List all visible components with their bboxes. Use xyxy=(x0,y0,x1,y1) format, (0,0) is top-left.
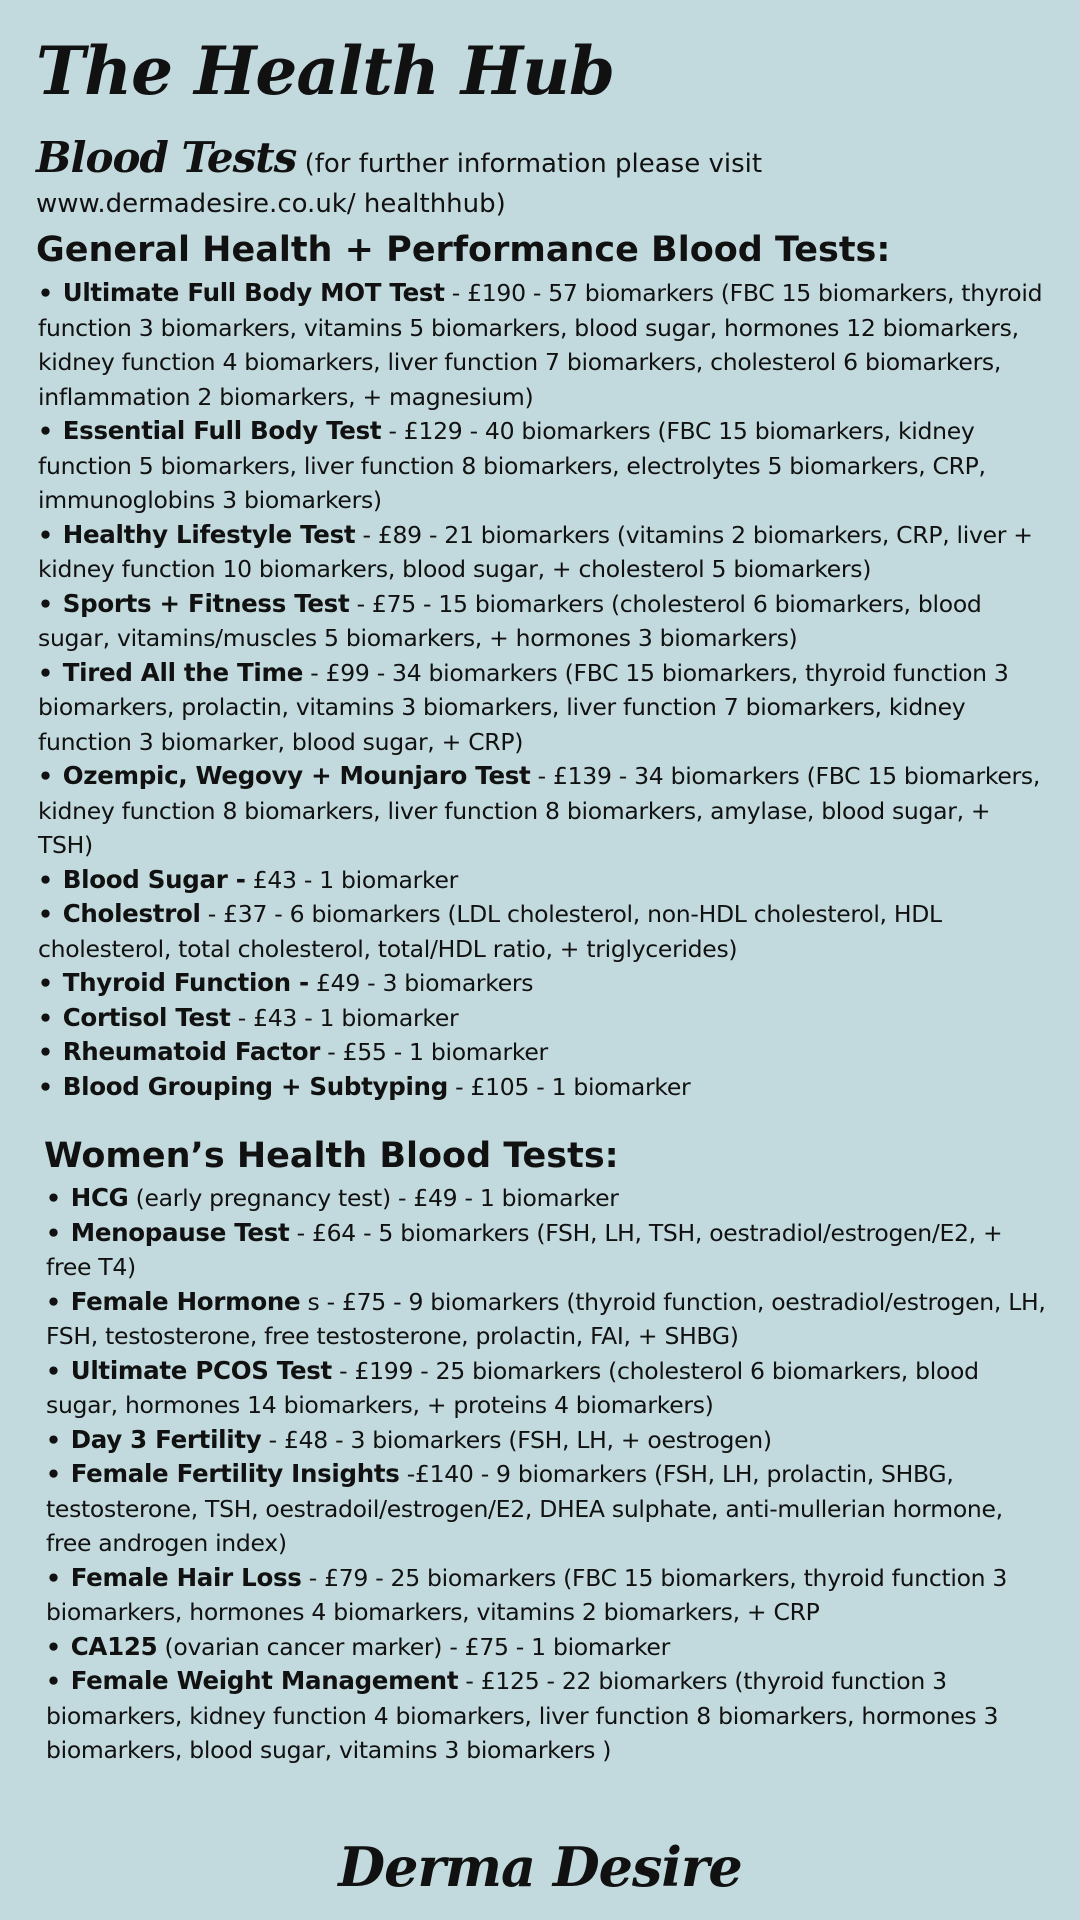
test-detail: (early pregnancy test) - £49 - 1 biomarker xyxy=(135,1184,619,1212)
test-name: Tired All the Time xyxy=(62,657,304,687)
test-item xyxy=(38,759,1043,863)
test-name: Menopause Test xyxy=(70,1217,290,1247)
test-item xyxy=(46,1630,1046,1665)
info-note: (for further information please visit www.dermadesire.co.uk/ healthhub) xyxy=(36,149,763,219)
test-detail: - £125 - 22 biomarkers (thyroid function 3 biomarkers, kidney function 4 biomarkers, liver function 8 biomarkers, hormones 3 biomarkers, blood sugar, vitamins 3 biomarkers ) xyxy=(46,1667,999,1764)
test-detail: £43 - 1 biomarker xyxy=(252,865,459,894)
test-item xyxy=(46,1561,1046,1630)
test-name: Ultimate Full Body MOT Test xyxy=(62,278,445,307)
test-name: Female Hair Loss xyxy=(70,1562,302,1592)
bullet-icon: • xyxy=(46,1667,61,1695)
test-item xyxy=(46,1181,1046,1216)
test-item xyxy=(38,1070,1043,1105)
test-detail: - £199 - 25 biomarkers (cholesterol 6 biomarkers, blood sugar, hormones 14 biomarkers, + proteins 4 biomarkers) xyxy=(46,1356,979,1419)
test-detail: - £139 - 34 biomarkers (FBC 15 biomarkers, kidney function 8 biomarkers, liver function 8 biomarkers, amylase, blood sugar, + TSH) xyxy=(38,762,1040,859)
test-item xyxy=(38,656,1043,760)
test-detail: s - £75 - 9 biomarkers (thyroid function, oestradiol/estrogen, LH, FSH, testosterone, free testosterone, prolactin, FAI, + SHBG) xyxy=(46,1287,1046,1350)
bullet-icon: • xyxy=(46,1287,61,1316)
bullet-icon: • xyxy=(38,279,53,307)
test-item xyxy=(38,1001,1043,1036)
general-tests-list xyxy=(38,276,1043,1104)
test-name: Female Hormone xyxy=(70,1286,301,1316)
test-detail: - £129 - 40 biomarkers (FBC 15 biomarkers, kidney function 5 biomarkers, liver function 8 biomarkers, electrolytes 5 biomarkers, CRP, immunoglobins 3 biomarkers) xyxy=(38,417,986,514)
bullet-icon: • xyxy=(46,1184,61,1212)
test-item xyxy=(38,518,1043,587)
test-name: Essential Full Body Test xyxy=(62,416,382,445)
test-detail: - £79 - 25 biomarkers (FBC 15 biomarkers, thyroid function 3 biomarkers, hormones 4 biomarkers, vitamins 2 biomarkers, + CRP xyxy=(46,1563,1008,1626)
test-name: Sports + Fitness Test xyxy=(62,588,350,618)
test-item xyxy=(38,587,1043,656)
test-item xyxy=(38,966,1043,1001)
test-detail: - £75 - 15 biomarkers (cholesterol 6 biomarkers, blood sugar, vitamins/muscles 5 biomarkers, + hormones 3 biomarkers) xyxy=(38,589,982,652)
test-name: Blood Grouping + Subtyping xyxy=(62,1071,448,1101)
intro-paragraph xyxy=(36,133,1046,224)
test-detail: - £89 - 21 biomarkers (vitamins 2 biomarkers, CRP, liver + kidney function 10 biomarkers, blood sugar, + cholesterol 5 biomarkers) xyxy=(38,520,1033,583)
womens-tests-list xyxy=(46,1181,1046,1768)
test-detail: -£140 - 9 biomarkers (FSH, LH, prolactin, SHBG, testosterone, TSH, oestradoil/estrogen/E2, DHEA sulphate, anti-mullerian hormone, free androgen index) xyxy=(46,1460,1003,1557)
test-item xyxy=(38,863,1043,898)
test-item xyxy=(46,1457,1046,1561)
test-name: Female Weight Management xyxy=(70,1666,459,1695)
bullet-icon: • xyxy=(38,1038,53,1066)
bullet-icon: • xyxy=(46,1563,61,1592)
bullet-icon: • xyxy=(38,969,53,997)
general-section-heading: General Health + Performance Blood Tests: xyxy=(36,230,891,270)
bullet-icon: • xyxy=(38,865,53,894)
test-name: Rheumatoid Factor xyxy=(62,1037,321,1066)
test-item xyxy=(46,1216,1046,1285)
brand-logo: Derma Desire xyxy=(338,1835,742,1899)
test-name: Female Fertility Insights xyxy=(70,1459,400,1488)
bullet-icon: • xyxy=(46,1218,61,1247)
test-item xyxy=(46,1423,1046,1458)
bullet-icon: • xyxy=(38,520,53,549)
bullet-icon: • xyxy=(46,1356,61,1385)
test-detail: £49 - 3 biomarkers xyxy=(316,969,534,997)
test-name: Ozempic, Wegovy + Mounjaro Test xyxy=(62,761,531,790)
blood-tests-heading: Blood Tests xyxy=(36,133,297,182)
bullet-icon: • xyxy=(38,589,53,618)
bullet-icon: • xyxy=(46,1632,61,1661)
bullet-icon: • xyxy=(38,900,53,928)
bullet-icon: • xyxy=(46,1460,61,1488)
test-name: Day 3 Fertility xyxy=(70,1424,262,1454)
test-item xyxy=(46,1285,1046,1354)
test-item xyxy=(38,897,1043,966)
test-detail: - £190 - 57 biomarkers (FBC 15 biomarkers, thyroid function 3 biomarkers, vitamins 5 biomarkers, blood sugar, hormones 12 biomarkers, kidney function 4 biomarkers, liver function 7 biomarkers, cholesterol 6 biomarkers, inflammation 2 biomarkers, + magnesium) xyxy=(38,279,1043,411)
test-detail: - £99 - 34 biomarkers (FBC 15 biomarkers, thyroid function 3 biomarkers, prolactin, vitamins 3 biomarkers, liver function 7 biomarkers, kidney function 3 biomarker, blood sugar, + CRP) xyxy=(38,658,1009,756)
test-name: Cortisol Test xyxy=(62,1002,231,1032)
test-item xyxy=(38,1035,1043,1070)
bullet-icon: • xyxy=(38,417,53,445)
test-item xyxy=(38,276,1043,414)
test-name: Blood Sugar - xyxy=(62,864,246,894)
test-detail: - £55 - 1 biomarker xyxy=(327,1038,548,1066)
test-detail: - £37 - 6 biomarkers (LDL cholesterol, non-HDL cholesterol, HDL cholesterol, total cholesterol, total/HDL ratio, + triglycerides) xyxy=(38,900,942,963)
test-item xyxy=(46,1354,1046,1423)
bullet-icon: • xyxy=(38,1072,53,1101)
test-detail: - £43 - 1 biomarker xyxy=(237,1003,459,1032)
womens-section-heading: Women’s Health Blood Tests: xyxy=(44,1136,619,1176)
bullet-icon: • xyxy=(38,658,53,687)
test-item xyxy=(46,1664,1046,1768)
test-detail: - £105 - 1 biomarker xyxy=(455,1072,691,1101)
test-name: CA125 xyxy=(70,1631,158,1661)
test-name: HCG xyxy=(70,1183,129,1212)
test-detail: (ovarian cancer marker) - £75 - 1 biomarker xyxy=(164,1632,670,1661)
test-name: Ultimate PCOS Test xyxy=(70,1355,332,1385)
test-detail: - £48 - 3 biomarkers (FSH, LH, + oestrogen) xyxy=(268,1425,772,1454)
page-title: The Health Hub xyxy=(36,32,615,110)
test-name: Cholestrol xyxy=(62,899,201,928)
test-detail: - £64 - 5 biomarkers (FSH, LH, TSH, oestradiol/estrogen/E2, + free T4) xyxy=(46,1218,1003,1281)
bullet-icon: • xyxy=(38,1003,53,1032)
test-name: Healthy Lifestyle Test xyxy=(62,519,356,549)
bullet-icon: • xyxy=(46,1425,61,1454)
test-item xyxy=(38,414,1043,518)
test-name: Thyroid Function - xyxy=(62,968,309,997)
bullet-icon: • xyxy=(38,762,53,790)
